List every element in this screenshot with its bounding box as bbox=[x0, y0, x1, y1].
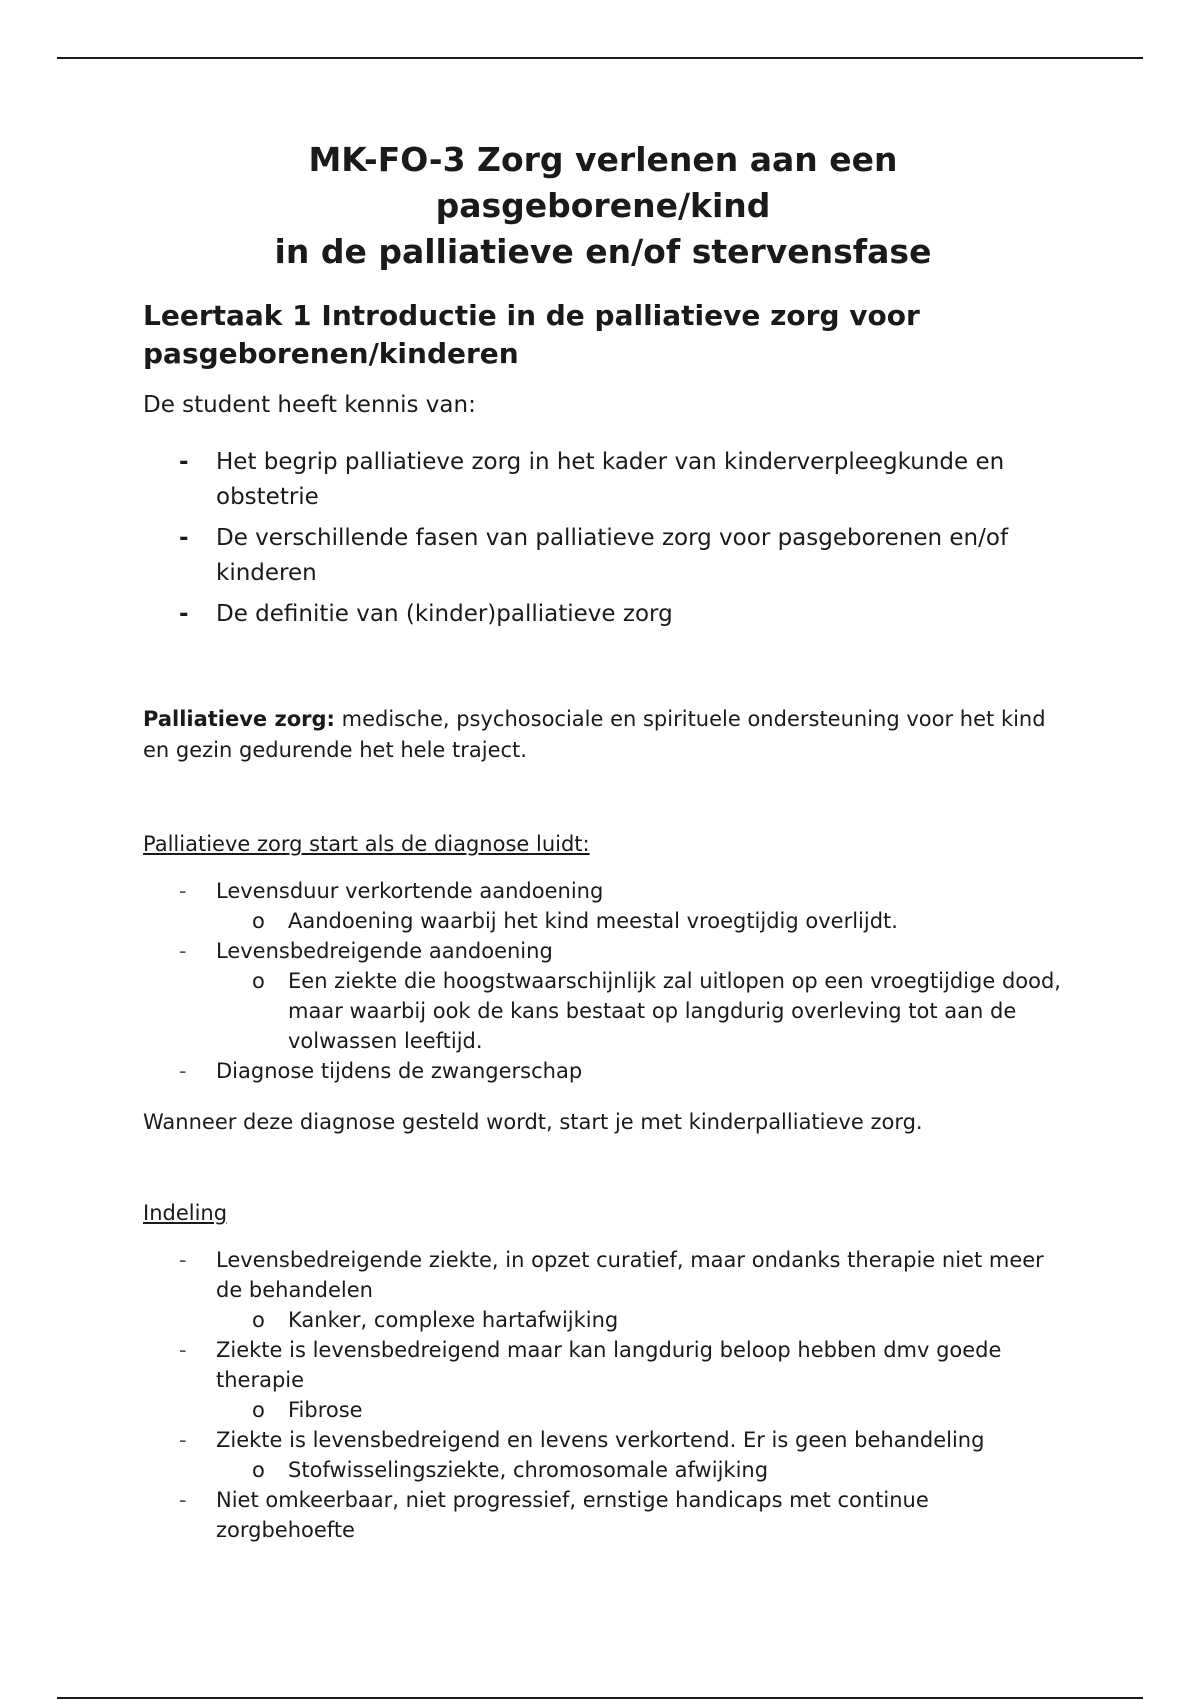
intro-text: De student heeft kennis van: bbox=[143, 392, 476, 418]
goal-text-line-1: Het begrip palliatieve zorg in het kader van kinderverpleegkunde en bbox=[216, 449, 1005, 475]
dash-marker: - bbox=[179, 1338, 187, 1362]
list-item bbox=[143, 936, 1073, 1056]
start-criteria-label: Palliatieve zorg start als de diagnose luidt: bbox=[143, 832, 590, 856]
sub-list-item bbox=[216, 1455, 1073, 1485]
goal-text-line-2: obstetrie bbox=[216, 484, 319, 510]
list-item-text: Levensbedreigende ziekte, in opzet curatief, maar ondanks therapie niet meer de behandelen bbox=[216, 1248, 1044, 1302]
list-item bbox=[143, 1485, 1073, 1545]
top-rule bbox=[57, 57, 1143, 59]
bottom-rule bbox=[57, 1697, 1143, 1699]
circle-bullet: o bbox=[252, 909, 265, 933]
list-item bbox=[143, 597, 1073, 632]
definition-term: Palliatieve zorg: bbox=[143, 707, 335, 731]
sub-list-item bbox=[216, 966, 1073, 1056]
section-heading bbox=[143, 297, 1063, 373]
dash-marker: - bbox=[179, 1248, 187, 1272]
list-item bbox=[143, 521, 1073, 591]
indeling-label: Indeling bbox=[143, 1201, 228, 1225]
sub-list-item-text: Aandoening waarbij het kind meestal vroegtijdig overlijdt. bbox=[288, 909, 898, 933]
dash-marker: - bbox=[179, 1059, 187, 1083]
goal-text-line-1: De verschillende fasen van palliatieve zorg voor pasgeborenen en/of bbox=[216, 525, 1009, 551]
sub-list bbox=[216, 1455, 1073, 1485]
section-heading-line-2: pasgeborenen/kinderen bbox=[143, 337, 519, 370]
dash-marker: - bbox=[179, 449, 189, 475]
dash-marker: - bbox=[179, 1428, 187, 1452]
goal-text-line-1: De definitie van (kinder)palliatieve zorg bbox=[216, 601, 673, 627]
definition-text: medische, psychosociale en spirituele ondersteuning voor het kind en gezin gedurende het hele traject. bbox=[143, 707, 1046, 762]
sub-list-item-text: Stofwisselingsziekte, chromosomale afwijking bbox=[288, 1458, 769, 1482]
dash-marker: - bbox=[179, 525, 189, 551]
sub-list-item-text: Fibrose bbox=[288, 1398, 363, 1422]
start-criteria-list bbox=[143, 876, 1073, 1086]
circle-bullet: o bbox=[252, 969, 265, 993]
sub-list-item bbox=[216, 906, 1073, 936]
sub-list bbox=[216, 906, 1073, 936]
sub-list-item bbox=[216, 1395, 1073, 1425]
sub-list-item-text: Een ziekte die hoogstwaarschijnlijk zal uitlopen op een vroegtijdige dood, maar waarbij ook de kans bestaat op langdurig overleving tot aan de volwassen leeftijd. bbox=[288, 969, 1061, 1053]
list-item bbox=[143, 1245, 1073, 1335]
dash-marker: - bbox=[179, 1488, 187, 1512]
list-item-text: Levensduur verkortende aandoening bbox=[216, 879, 604, 903]
list-item bbox=[143, 1335, 1073, 1425]
list-item bbox=[143, 1056, 1073, 1086]
indeling-list bbox=[143, 1245, 1073, 1545]
document-title-line-2: in de palliatieve en/of stervensfase bbox=[274, 232, 932, 271]
list-item bbox=[143, 1425, 1073, 1485]
list-item-text: Ziekte is levensbedreigend maar kan langdurig beloop hebben dmv goede therapie bbox=[216, 1338, 1002, 1392]
circle-bullet: o bbox=[252, 1308, 265, 1332]
dash-marker: - bbox=[179, 601, 189, 627]
sub-list-item-text: Kanker, complexe hartafwijking bbox=[288, 1308, 619, 1332]
sub-list bbox=[216, 966, 1073, 1056]
sub-list bbox=[216, 1305, 1073, 1335]
document-title bbox=[143, 137, 1063, 275]
document-title-line-1: MK-FO-3 Zorg verlenen aan een pasgeborene/kind bbox=[308, 140, 898, 225]
dash-marker: - bbox=[179, 879, 187, 903]
list-item-text: Niet omkeerbaar, niet progressief, ernstige handicaps met continue zorgbehoefte bbox=[216, 1488, 929, 1542]
definition-paragraph bbox=[143, 704, 1073, 766]
list-item-text: Levensbedreigende aandoening bbox=[216, 939, 553, 963]
sub-list bbox=[216, 1395, 1073, 1425]
list-item-text: Diagnose tijdens de zwangerschap bbox=[216, 1059, 583, 1083]
list-item-text: Ziekte is levensbedreigend en levens verkortend. Er is geen behandeling bbox=[216, 1428, 985, 1452]
goal-text-line-2: kinderen bbox=[216, 560, 317, 586]
dash-marker: - bbox=[179, 939, 187, 963]
learning-goals-list bbox=[143, 445, 1073, 638]
list-item bbox=[143, 445, 1073, 515]
sub-list-item bbox=[216, 1305, 1073, 1335]
section-heading-line-1: Leertaak 1 Introductie in de palliatieve zorg voor bbox=[143, 299, 920, 332]
circle-bullet: o bbox=[252, 1458, 265, 1482]
list-item bbox=[143, 876, 1073, 936]
circle-bullet: o bbox=[252, 1398, 265, 1422]
conclusion-text: Wanneer deze diagnose gesteld wordt, start je met kinderpalliatieve zorg. bbox=[143, 1110, 923, 1134]
